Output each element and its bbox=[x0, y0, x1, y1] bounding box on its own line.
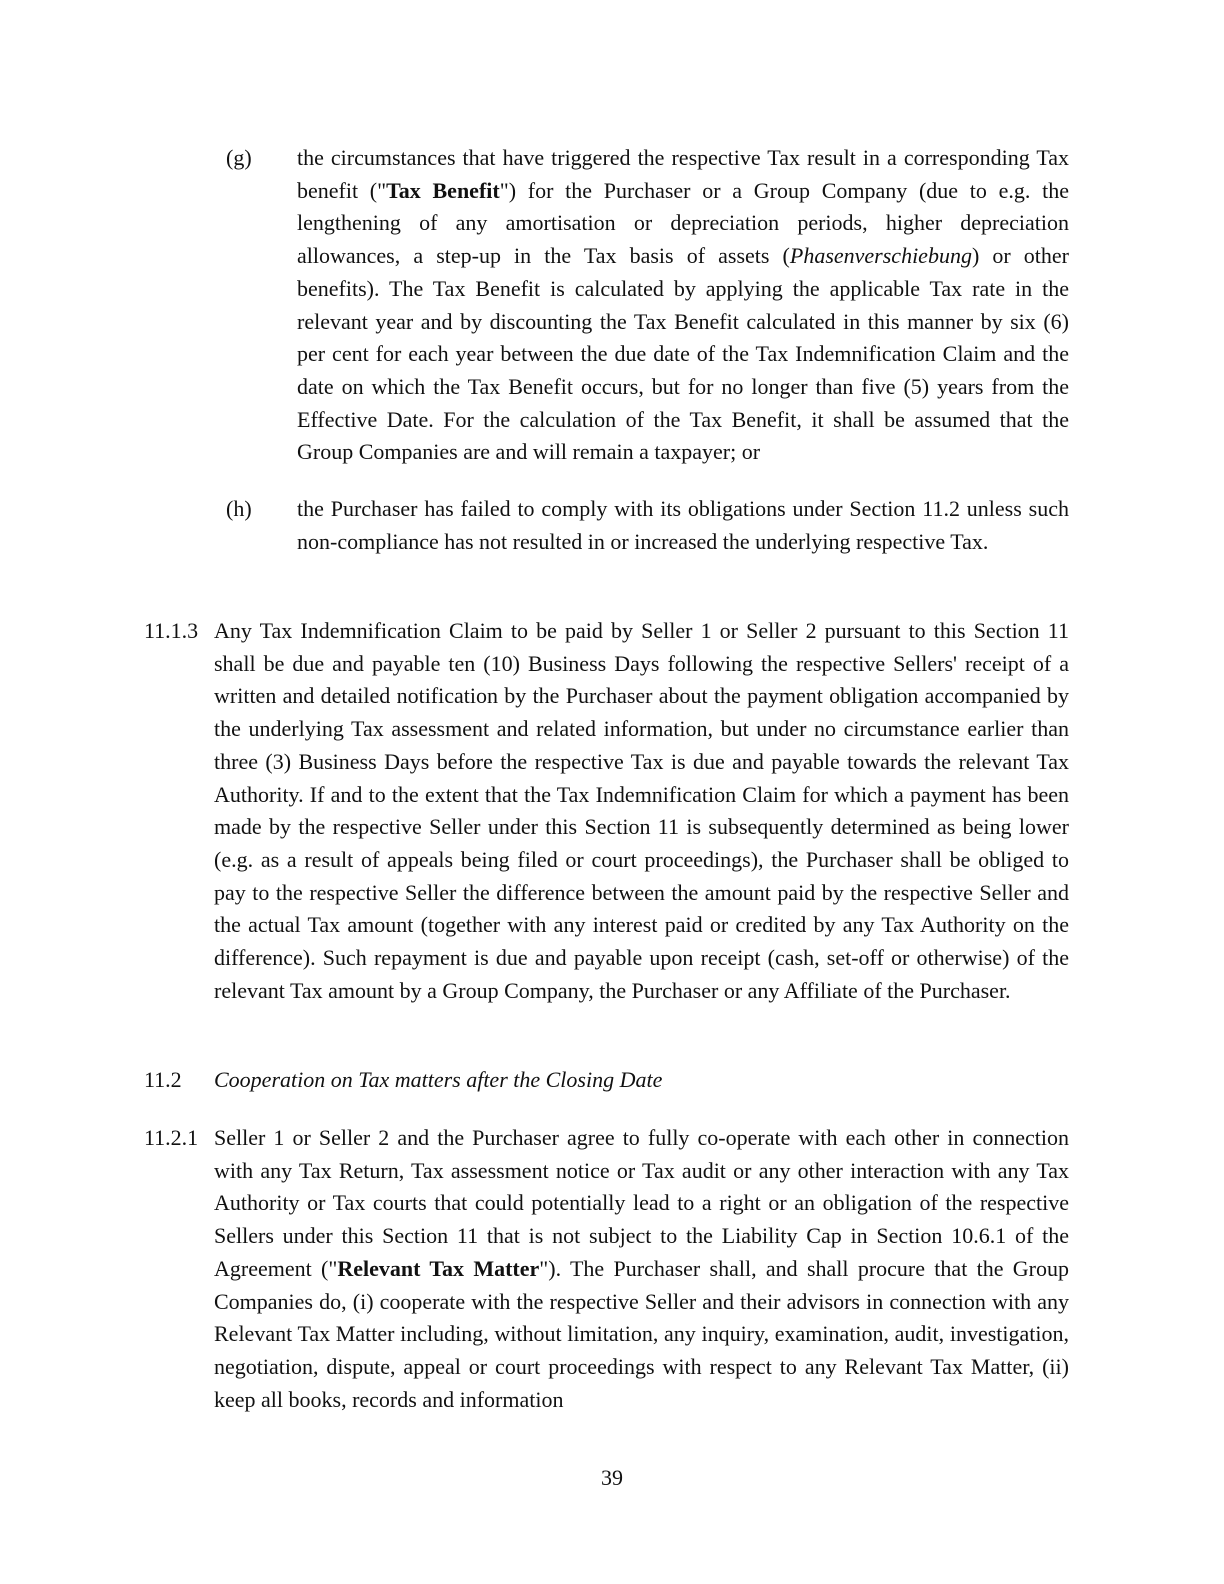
section-11-2-label: 11.2 bbox=[144, 1067, 182, 1092]
clause-h-text: the Purchaser has failed to comply with its obligations under Section 11.2 unless such non-compliance has not resulted in or increased the underlying respective Tax. bbox=[297, 496, 1069, 554]
clause-11-1-3-label: 11.1.3 bbox=[144, 618, 199, 643]
clause-g-text-1: the circumstances that have triggered the respective Tax result in a corresponding Tax benefit (" bbox=[297, 145, 1069, 203]
phasenverschiebung-term: Phasenverschiebung bbox=[789, 243, 972, 269]
relevant-tax-matter-defined-term: Relevant Tax Matter bbox=[337, 1255, 540, 1281]
clause-11-2-1-text bbox=[214, 1122, 1069, 1416]
clause-11-2-1-label: 11.2.1 bbox=[144, 1125, 199, 1150]
page-number: 39 bbox=[601, 1465, 623, 1490]
clause-11-1-3-text: Any Tax Indemnification Claim to be paid by Seller 1 or Seller 2 pursuant to this Section 11 shall be due and payable ten (10) Business Days following the respective Sellers' receipt of a written and detailed notification by the Purchaser about the payment obligation accompanied by the underlying Tax assessment and related information, but under no circumstance earlier than three (3) Business Days before the respective Tax is due and payable towards the relevant Tax Authority. If and to the extent that the Tax Indemnification Claim for which a payment has been made by the respective Seller under this Section 11 is subsequently determined as being lower (e.g. as a result of appeals being filed or court proceedings), the Purchaser shall be obliged to pay to the respective Seller the difference between the amount paid by the respective Seller and the actual Tax amount (together with any interest paid or credited by any Tax Authority on the difference). Such repayment is due and payable upon receipt (cash, set-off or otherwise) of the relevant Tax amount by a Group Company, the Purchaser or any Affiliate of the Purchaser. bbox=[214, 618, 1069, 1003]
clause-h-label: (h) bbox=[226, 496, 252, 521]
clause-g-text-2: ") for the Purchaser or a Group Company (due to e.g. the lengthening of any amortisation or depreciation periods, higher depreciation allowances, a step-up in the Tax basis of assets ( bbox=[297, 177, 1070, 269]
section-11-2-title: Cooperation on Tax matters after the Closing Date bbox=[214, 1067, 663, 1092]
clause-11-2-1-text-2: "). The Purchaser shall, and shall procure that the Group Companies do, (i) cooperate with the respective Seller and their advisors in connection with any Relevant Tax Matter including, without limitation, any inquiry, examination, audit, investigation, negotiation, dispute, appeal or court proceedings with respect to any Relevant Tax Matter, (ii) keep all books, records and information bbox=[214, 1255, 1070, 1412]
clause-11-2-1-text-1: Seller 1 or Seller 2 and the Purchaser agree to fully co-operate with each other in connection with any Tax Return, Tax assessment notice or Tax audit or any other interaction with any Tax Authority or Tax courts that could potentially lead to a right or an obligation of the respective Sellers under this Section 11 that is not subject to the Liability Cap in Section 10.6.1 of the Agreement (" bbox=[214, 1125, 1069, 1281]
clause-g-label: (g) bbox=[226, 145, 252, 170]
tax-benefit-defined-term: Tax Benefit bbox=[386, 177, 500, 203]
clause-g-text-3: ) or other benefits). The Tax Benefit is calculated by applying the applicable Tax rate in the relevant year and by discounting the Tax Benefit calculated in this manner by six (6) per cent for each year between the due date of the Tax Indemnification Claim and the date on which the Tax Benefit occurs, but for no longer than five (5) years from the Effective Date. For the calculation of the Tax Benefit, it shall be assumed that the Group Companies are and will remain a taxpayer; or bbox=[297, 243, 1070, 465]
clause-g-text bbox=[297, 142, 1069, 469]
